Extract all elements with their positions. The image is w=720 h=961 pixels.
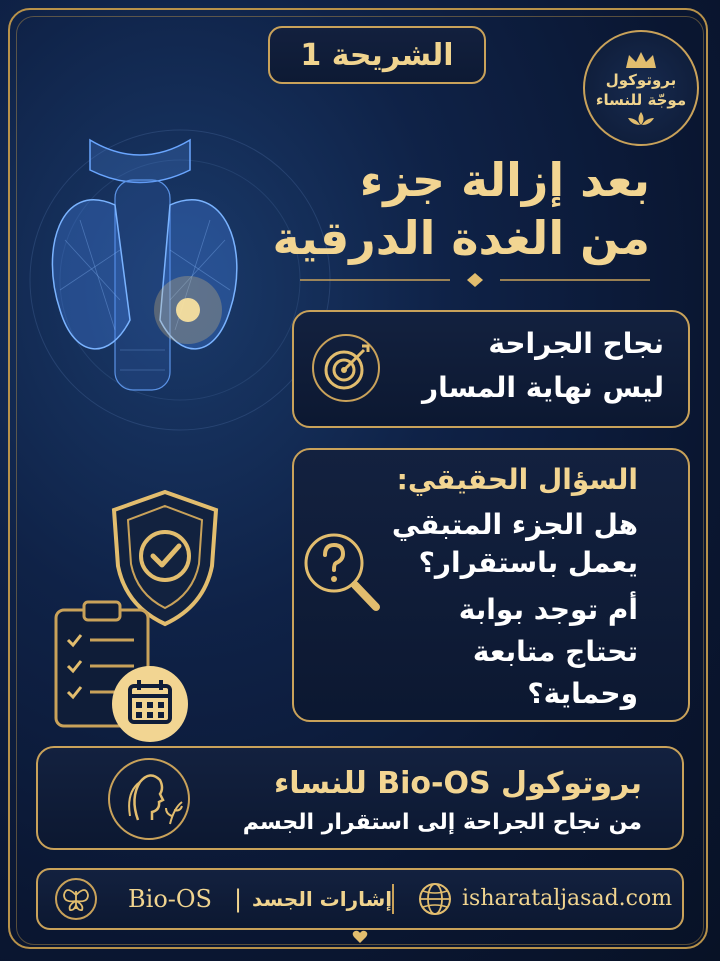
footer-website[interactable]: isharataljasad.com [462,886,673,911]
woman-profile-icon [108,758,190,840]
success-line2: ليس نهاية المسار [421,371,664,404]
globe-icon [418,882,452,916]
slide-label: الشريحة 1 [300,37,454,73]
question-line: تحتاج متابعة [472,635,638,668]
protocol-badge [583,30,699,146]
butterfly-icon [54,877,98,921]
badge-line2: موجّة للنساء [595,91,687,109]
calendar-icon [110,664,190,744]
title-line1: بعد إزالة جزء [359,153,650,207]
question-line: هل الجزء المتبقي [391,508,638,541]
title-line2: من الغدة الدرقية [272,211,650,265]
question-line: وحماية؟ [527,677,638,710]
footer-divider [392,884,394,914]
lotus-icon [624,110,658,126]
footer-brand: Bio-OS [128,885,212,913]
success-line1: نجاح الجراحة [488,327,664,360]
slide-label-pill [268,26,486,84]
question-line: يعمل باستقرار؟ [418,546,638,579]
footer-separator: | [234,885,243,913]
protocol-subtitle: من نجاح الجراحة إلى استقرار الجسم [242,810,642,835]
target-icon [312,334,380,402]
question-line: أم توجد بوابة [458,593,638,626]
magnifier-question-icon [300,525,384,617]
title-divider [300,272,650,288]
footer-brand-ar: إشارات الجسد [252,887,393,911]
heart-icon [352,930,368,944]
question-heading: السؤال الحقيقي: [396,463,638,496]
crown-icon [624,50,658,70]
protocol-title: بروتوكول Bio-OS للنساء [273,766,642,801]
badge-line1: بروتوكول [605,71,677,89]
